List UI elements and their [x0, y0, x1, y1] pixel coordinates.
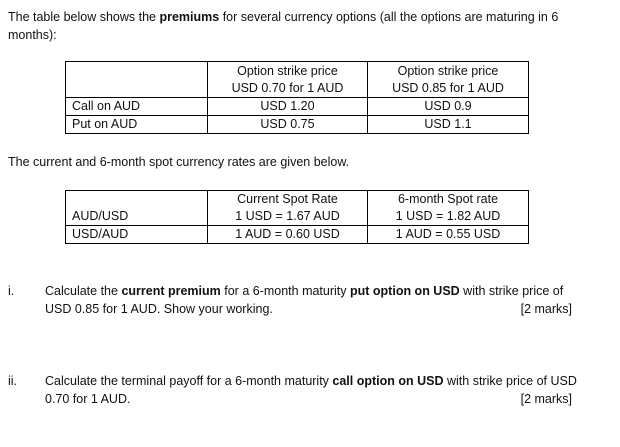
premium-header-strike-085: Option strike price USD 0.85 for 1 AUD: [368, 62, 529, 98]
spot-header-6-month: 6-month Spot rate: [368, 191, 529, 209]
question-1-text: Calculate the current premium for a 6-month maturity put option on USD with strike price of USD 0.85 for 1 AUD. Show your working.: [45, 284, 564, 316]
intro-text: The table below shows the premiums for several currency options (all the options are maturing in 6 months):: [8, 10, 559, 42]
table-row: [66, 208, 529, 226]
question-2-text: Calculate the terminal payoff for a 6-month maturity call option on USD with strike price of USD 0.70 for 1 AUD.: [45, 374, 577, 406]
spot-cell: 1 AUD = 0.60 USD: [208, 226, 368, 244]
spot-table-corner-cell: [66, 191, 208, 209]
question-2-marks: [2 marks]: [520, 392, 572, 406]
premium-row-label-call: Call on AUD: [66, 98, 208, 116]
table-row: [66, 98, 529, 116]
premium-cell: USD 0.9: [368, 98, 529, 116]
premium-table-corner-cell: [66, 62, 208, 98]
spot-rate-table: [65, 190, 529, 244]
spot-row-label-usd-aud: USD/AUD: [66, 226, 208, 244]
premium-table-header-row: [66, 62, 529, 98]
question-number: i.: [8, 284, 15, 298]
premium-row-label-put: Put on AUD: [66, 116, 208, 134]
question-1-marks: [2 marks]: [520, 302, 572, 316]
premium-cell: USD 1.1: [368, 116, 529, 134]
premium-table: [65, 61, 529, 134]
premium-cell: USD 1.20: [208, 98, 368, 116]
spot-row-label-aud-usd: AUD/USD: [66, 208, 208, 226]
spot-intro-text: The current and 6-month spot currency rates are given below.: [8, 155, 350, 169]
spot-cell: 1 AUD = 0.55 USD: [368, 226, 529, 244]
table-row: [66, 116, 529, 134]
premium-header-strike-070: Option strike price USD 0.70 for 1 AUD: [208, 62, 368, 98]
question-number: ii.: [8, 374, 18, 388]
spot-cell: 1 USD = 1.67 AUD: [208, 208, 368, 226]
spot-cell: 1 USD = 1.82 AUD: [368, 208, 529, 226]
spot-table-header-row: [66, 191, 529, 209]
intro-bold-premiums: premiums: [159, 10, 220, 24]
table-row: [66, 226, 529, 244]
premium-cell: USD 0.75: [208, 116, 368, 134]
spot-header-current: Current Spot Rate: [208, 191, 368, 209]
